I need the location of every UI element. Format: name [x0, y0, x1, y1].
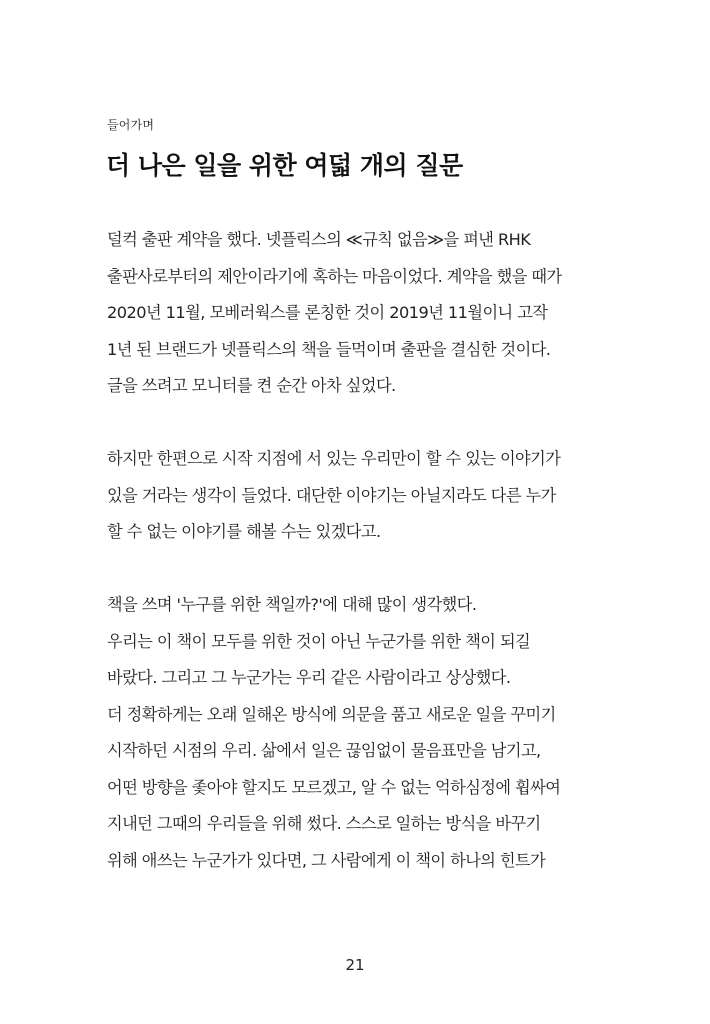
body-text: [107, 222, 617, 879]
page-number: 21: [345, 956, 365, 974]
text-line: 있을 거라는 생각이 들었다. 대단한 이야기는 아닐지라도 다른 누가: [107, 485, 556, 505]
text-line: 우리는 이 책이 모두를 위한 것이 아닌 누군가를 위한 책이 되길: [107, 631, 531, 651]
paragraph-gap: [107, 551, 617, 588]
text-line: 2020년 11월, 모베러웍스를 론칭한 것이 2019년 11월이니 고작: [107, 303, 548, 322]
text-line: 할 수 없는 이야기를 해볼 수는 있겠다고.: [107, 522, 381, 541]
text-line: 시작하던 시점의 우리. 삶에서 일은 끊임없이 물음표만을 남기고,: [107, 741, 541, 760]
text-line: 하지만 한편으로 시작 지점에 서 있는 우리만이 할 수 있는 이야기가: [107, 449, 561, 468]
text-line: 어떤 방향을 좇아야 할지도 모르겠고, 알 수 없는 억하심정에 휩싸여: [107, 777, 561, 797]
paragraph-1: [107, 222, 617, 405]
text-line: 1년 된 브랜드가 넷플릭스의 책을 들먹이며 출판을 결심한 것이다.: [107, 339, 551, 359]
paragraph-2: [107, 441, 617, 551]
text-line: 더 정확하게는 오래 일해온 방식에 의문을 품고 새로운 일을 꾸미기: [107, 704, 556, 724]
text-line: 위해 애쓰는 누군가가 있다면, 그 사람에게 이 책이 하나의 힌트가: [107, 850, 546, 870]
text-line: 책을 쓰며 '누구를 위한 책일까?'에 대해 많이 생각했다.: [107, 595, 477, 614]
text-line: 덜컥 출판 계약을 했다. 넷플릭스의 ≪규칙 없음≫을 펴낸 RHK: [107, 230, 531, 249]
paragraph-3: [107, 587, 617, 879]
text-line: 출판사로부터의 제안이라기에 혹하는 마음이었다. 계약을 했을 때가: [107, 266, 562, 286]
text-line: 지내던 그때의 우리들을 위해 썼다. 스스로 일하는 방식을 바꾸기: [107, 814, 541, 833]
text-line: 글을 쓰려고 모니터를 켠 순간 아차 싶었다.: [107, 376, 396, 395]
section-label: 들어가며: [107, 118, 155, 132]
text-line: 바랐다. 그리고 그 누군가는 우리 같은 사람이라고 상상했다.: [107, 668, 511, 687]
chapter-title: 더 나은 일을 위한 여덟 개의 질문: [106, 151, 463, 180]
paragraph-gap: [107, 405, 617, 442]
